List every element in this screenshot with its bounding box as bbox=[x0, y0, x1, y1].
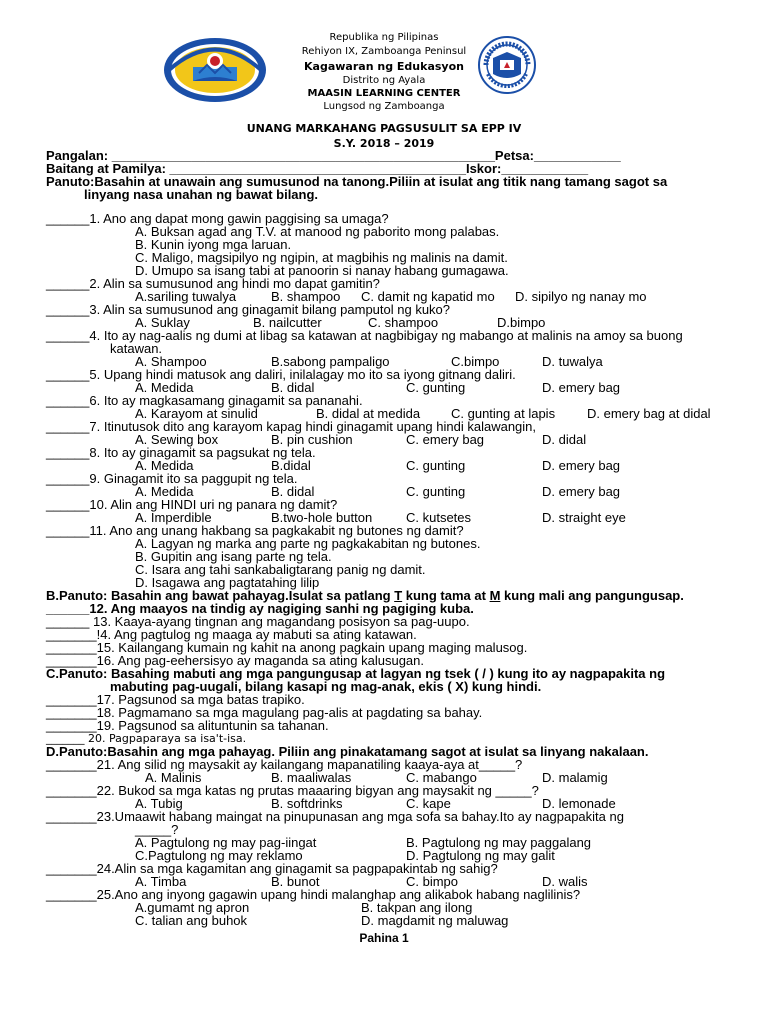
q5-option-c: C. gunting bbox=[406, 380, 466, 395]
section-c-instruction: C.Panuto: Basahing mabuti ang mga pangungusap at lagyan ng tsek ( / ) kung ito ay nagpapakita ng bbox=[46, 666, 666, 681]
q6-option-c: C. gunting at lapis bbox=[451, 406, 556, 421]
question-16: _______16. Ang pag-eehersisyo ay maganda sa ating kalusugan. bbox=[46, 653, 425, 668]
header-school: MAASIN LEARNING CENTER bbox=[307, 88, 461, 99]
q9-option-c: C. gunting bbox=[406, 484, 466, 499]
q6-option-b: B. didal at medida bbox=[316, 406, 421, 421]
q3-option-a: A. Suklay bbox=[135, 315, 190, 330]
question-4: ______4. Ito ay nag-aalis ng dumi at libag sa katawan at nagbibigay ng mabango at malinis na amoy sa buong bbox=[46, 328, 683, 343]
q10-option-c: C. kutsetes bbox=[406, 510, 472, 525]
false-marker: M bbox=[489, 588, 501, 603]
q21-option-a: A. Malinis bbox=[145, 770, 202, 785]
q9-option-a: A. Medida bbox=[135, 484, 194, 499]
section-b-instruction-part: kung mali ang pangungusap. bbox=[500, 588, 684, 603]
q7-option-a: A. Sewing box bbox=[135, 432, 219, 447]
question-18: _______18. Pagmamano sa mga magulang pag-alis at pagdating sa bahay. bbox=[46, 705, 483, 720]
section-c-instruction-cont: mabuting pag-uugali, bilang kasapi ng mag-anak, ekis ( X) kung hindi. bbox=[110, 679, 542, 694]
q21-option-b: B. maaliwalas bbox=[271, 770, 352, 785]
q5-option-a: A. Medida bbox=[135, 380, 194, 395]
section-d-instruction: D.Panuto:Basahin ang mga pahayag. Piliin ang pinakatamang sagot at isulat sa linyang nakalaan. bbox=[46, 744, 649, 759]
q4-option-c: C.bimpo bbox=[451, 354, 500, 369]
q6-option-a: A. Karayom at sinulid bbox=[135, 406, 258, 421]
q2-option-a: A.sariling tuwalya bbox=[135, 289, 237, 304]
question-9: ______9. Ginagamit ito sa paggupit ng tela. bbox=[46, 471, 298, 486]
q11-option-a: A. Lagyan ng marka ang parte ng pagkakabitan ng butones. bbox=[135, 536, 481, 551]
q11-option-c: C. Isara ang tahi sankabaligtarang panig ng damit. bbox=[135, 562, 426, 577]
q21-option-d: D. malamig bbox=[542, 770, 608, 785]
question-25: _______25.Ano ang inyong gagawin upang hindi malanghap ang alikabok habang naglilinis? bbox=[46, 887, 581, 902]
q9-option-d: D. emery bag bbox=[542, 484, 621, 499]
q2-option-d: D. sipilyo ng nanay mo bbox=[515, 289, 647, 304]
q1-option-d: D. Umupo sa isang tabi at panoorin si nanay habang gumagawa. bbox=[135, 263, 509, 278]
true-marker: T bbox=[394, 588, 403, 603]
q25-option-c: C. talian ang buhok bbox=[135, 913, 248, 928]
q11-option-b: B. Gupitin ang isang parte ng tela. bbox=[135, 549, 332, 564]
question-14: _______!4. Ang pagtulog ng maaga ay mabuti sa ating katawan. bbox=[46, 627, 417, 642]
question-23-cont: _____? bbox=[135, 822, 179, 837]
question-5: ______5. Upang hindi matusok ang daliri, inilalagay mo ito sa iyong gitnang daliri. bbox=[46, 367, 516, 382]
name-field[interactable]: Pangalan: _____________________________________________________Petsa:____________ bbox=[46, 148, 621, 163]
q4-option-d: D. tuwalya bbox=[542, 354, 603, 369]
header-city: Lungsod ng Zamboanga bbox=[323, 101, 445, 112]
q6-option-d: D. emery bag at didal bbox=[587, 406, 711, 421]
exam-title: UNANG MARKAHANG PAGSUSULIT SA EPP IV bbox=[246, 122, 522, 135]
q7-option-d: D. didal bbox=[542, 432, 587, 447]
question-1: ______1. Ano ang dapat mong gawin paggising sa umaga? bbox=[46, 211, 389, 226]
q1-option-b: B. Kunin iyong mga laruan. bbox=[135, 237, 292, 252]
q3-option-c: C. shampoo bbox=[368, 315, 439, 330]
section-b-instruction-part: B.Panuto: Basahin ang bawat pahayag.Isulat sa patlang bbox=[46, 588, 395, 603]
q25-option-d: D. magdamit ng maluwag bbox=[361, 913, 509, 928]
q8-option-a: A. Medida bbox=[135, 458, 194, 473]
question-12: ______12. Ang maayos na tindig ay nagiging sanhi ng pagiging kuba. bbox=[46, 601, 474, 616]
question-15: _______15. Kailangang kumain ng kahit na anong pagkain upang maging malusog. bbox=[46, 640, 528, 655]
question-22: _______22. Bukod sa mga katas ng prutas maaaring bigyan ang maysakit ng _____? bbox=[46, 783, 539, 798]
q5-option-b: B. didal bbox=[271, 380, 315, 395]
q1-option-a: A. Buksan agad ang T.V. at manood ng paborito mong palabas. bbox=[135, 224, 500, 239]
question-8: ______8. Ito ay ginagamit sa pagsukat ng tela. bbox=[46, 445, 316, 460]
grade-field[interactable]: Baitang at Pamilya: _________________________________________Iskor:____________ bbox=[46, 161, 589, 176]
q8-option-d: D. emery bag bbox=[542, 458, 621, 473]
q24-option-b: B. bunot bbox=[271, 874, 320, 889]
q10-option-d: D. straight eye bbox=[542, 510, 626, 525]
q3-option-d: D.bimpo bbox=[497, 315, 546, 330]
question-24: _______24.Alin sa mga kagamitan ang ginagamit sa pagpapakintab ng sahig? bbox=[46, 861, 498, 876]
q10-option-a: A. Imperdible bbox=[135, 510, 212, 525]
q22-option-b: B. softdrinks bbox=[271, 796, 343, 811]
q24-option-a: A. Timba bbox=[135, 874, 187, 889]
section-a-instruction-cont: linyang nasa unahan ng bawat bilang. bbox=[84, 187, 319, 202]
q22-option-a: A. Tubig bbox=[135, 796, 183, 811]
question-7: ______7. Itinutusok dito ang karayom kapag hindi ginagamit upang hindi kalawangin, bbox=[46, 419, 537, 434]
q4-option-a: A. Shampoo bbox=[135, 354, 207, 369]
page-number: Pahina 1 bbox=[359, 931, 409, 945]
header-region: Rehiyon IX, Zamboanga Peninsul bbox=[301, 46, 467, 57]
q1-option-c: C. Maligo, magsipilyo ng ngipin, at magbihis ng malinis na damit. bbox=[135, 250, 508, 265]
q23-option-a: A. Pagtulong ng may pag-iingat bbox=[135, 835, 317, 850]
q9-option-b: B. didal bbox=[271, 484, 315, 499]
question-6: ______6. Ito ay magkasamang ginagamit sa pananahi. bbox=[46, 393, 363, 408]
question-23: _______23.Umaawit habang maingat na pinupunasan ang mga sofa sa bahay.Ito ay nagpapakita ng bbox=[46, 809, 624, 824]
header-district: Distrito ng Ayala bbox=[342, 75, 426, 86]
q7-option-b: B. pin cushion bbox=[271, 432, 353, 447]
q4-option-b: B.sabong pampaligo bbox=[271, 354, 390, 369]
section-a-instruction: Panuto:Basahin at unawain ang sumusunod na tanong.Piliin at isulat ang titik nang tamang sagot sa bbox=[46, 174, 668, 189]
q11-option-d: D. Isagawa ang pagtatahing lilip bbox=[135, 575, 320, 590]
header-department: Kagawaran ng Edukasyon bbox=[304, 60, 464, 73]
question-17: _______17. Pagsunod sa mga batas trapiko. bbox=[46, 692, 305, 707]
q23-option-c: C.Pagtulong ng may reklamo bbox=[135, 848, 303, 863]
q8-option-c: C. gunting bbox=[406, 458, 466, 473]
q25-option-b: B. takpan ang ilong bbox=[361, 900, 473, 915]
q21-option-c: C. mabango bbox=[406, 770, 477, 785]
q2-option-c: C. damit ng kapatid mo bbox=[361, 289, 495, 304]
q7-option-c: C. emery bag bbox=[406, 432, 485, 447]
question-10: ______10. Alin ang HINDI uri ng panara ng damit? bbox=[46, 497, 338, 512]
q22-option-d: D. lemonade bbox=[542, 796, 616, 811]
question-3: ______3. Alin sa sumusunod ang ginagamit bilang pamputol ng kuko? bbox=[46, 302, 451, 317]
q23-option-b: B. Pagtulong ng may paggalang bbox=[406, 835, 592, 850]
question-4-cont: katawan. bbox=[110, 341, 163, 356]
question-13: ______ 13. Kaaya-ayang tingnan ang magandang posisyon sa pag-uupo. bbox=[46, 614, 470, 629]
school-year: S.Y. 2018 – 2019 bbox=[333, 137, 435, 150]
q8-option-b: B.didal bbox=[271, 458, 311, 473]
q5-option-d: D. emery bag bbox=[542, 380, 621, 395]
q23-option-d: D. Pagtulong ng may galit bbox=[406, 848, 555, 863]
section-b-instruction-part: kung tama at bbox=[402, 588, 490, 603]
q24-option-d: D. walis bbox=[542, 874, 588, 889]
q22-option-c: C. kape bbox=[406, 796, 451, 811]
question-2: ______2. Alin sa sumusunod ang hindi mo dapat gamitin? bbox=[46, 276, 380, 291]
question-21: _______21. Ang silid ng maysakit ay kailangang mapanatiling kaaya-aya at_____? bbox=[46, 757, 523, 772]
q25-option-a: A.gumamt ng apron bbox=[135, 900, 250, 915]
question-19: _______19. Pagsunod sa alituntunin sa tahanan. bbox=[46, 718, 329, 733]
q3-option-b: B. nailcutter bbox=[253, 315, 322, 330]
q10-option-b: B.two-hole button bbox=[271, 510, 373, 525]
header-republic: Republika ng Pilipinas bbox=[329, 32, 439, 43]
question-20: _______ 20. Pagpaparaya sa isa't-isa. bbox=[46, 732, 247, 745]
q2-option-b: B. shampoo bbox=[271, 289, 341, 304]
question-11: ______11. Ano ang unang hakbang sa pagkakabit ng butones ng damit? bbox=[46, 523, 464, 538]
q24-option-c: C. bimpo bbox=[406, 874, 459, 889]
